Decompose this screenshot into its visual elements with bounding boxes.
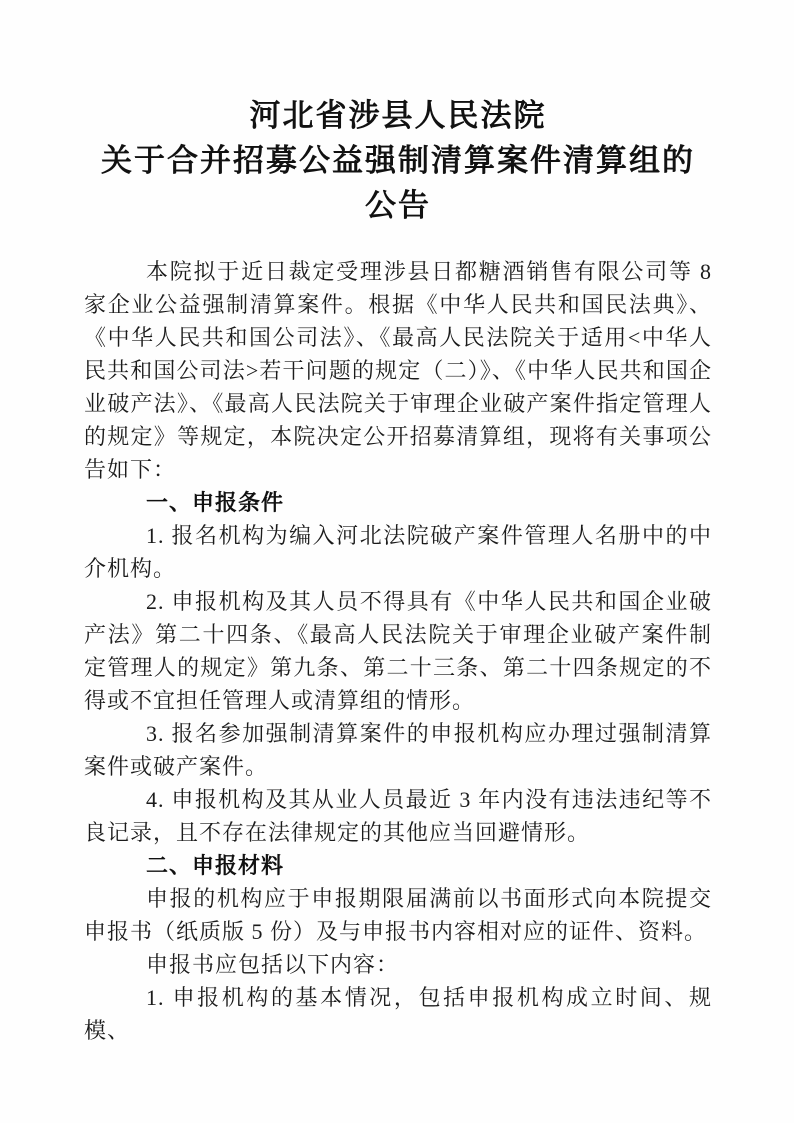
intro-paragraph: 本院拟于近日裁定受理涉县日都糖酒销售有限公司等 8 家企业公益强制清算案件。根据《中华人民共和国民法典》、《中华人民共和国公司法》、《最高人民法院关于适用<中华人民共和国公司法>若干问题的规定（二）》、《中华人民共和国企业破产法》、《最高人民法院关于审理企业破产案件指定管理人的规定》等规定，本院决定公开招募清算组，现将有关事项公告如下：	[84, 259, 712, 482]
materials-paragraph: 申报的机构应于申报期限届满前以书面形式向本院提交申报书（纸质版 5 份）及与申报书内容相对应的证件、资料。	[84, 886, 712, 944]
section-heading-application-materials: 二、申报材料	[146, 853, 285, 878]
title-line-subject: 关于合并招募公益强制清算案件清算组的	[101, 143, 695, 178]
materials-item-1: 1. 申报机构的基本情况，包括申报机构成立时间、规模、	[84, 985, 712, 1043]
title-line-court: 河北省涉县人民法院	[249, 98, 547, 133]
document-content	[84, 0, 712, 1047]
materials-list-intro: 申报书应包括以下内容：	[146, 952, 400, 977]
section-heading-application-conditions: 一、申报条件	[146, 490, 285, 515]
condition-item-2: 2. 申报机构及其人员不得具有《中华人民共和国企业破产法》第二十四条、《最高人民法院关于审理企业破产案件制定管理人的规定》第九条、第二十三条、第二十四条规定的不得或不宜担任管理人或清算组的情形。	[84, 589, 712, 713]
condition-item-1: 1. 报名机构为编入河北法院破产案件管理人名册中的中介机构。	[84, 523, 712, 581]
condition-item-4: 4. 申报机构及其从业人员最近 3 年内没有违法违纪等不良记录，且不存在法律规定的其他应当回避情形。	[84, 787, 712, 845]
condition-item-3: 3. 报名参加强制清算案件的申报机构应办理过强制清算案件或破产案件。	[84, 721, 712, 779]
document-title	[84, 93, 712, 228]
title-line-announcement: 公告	[365, 188, 431, 223]
